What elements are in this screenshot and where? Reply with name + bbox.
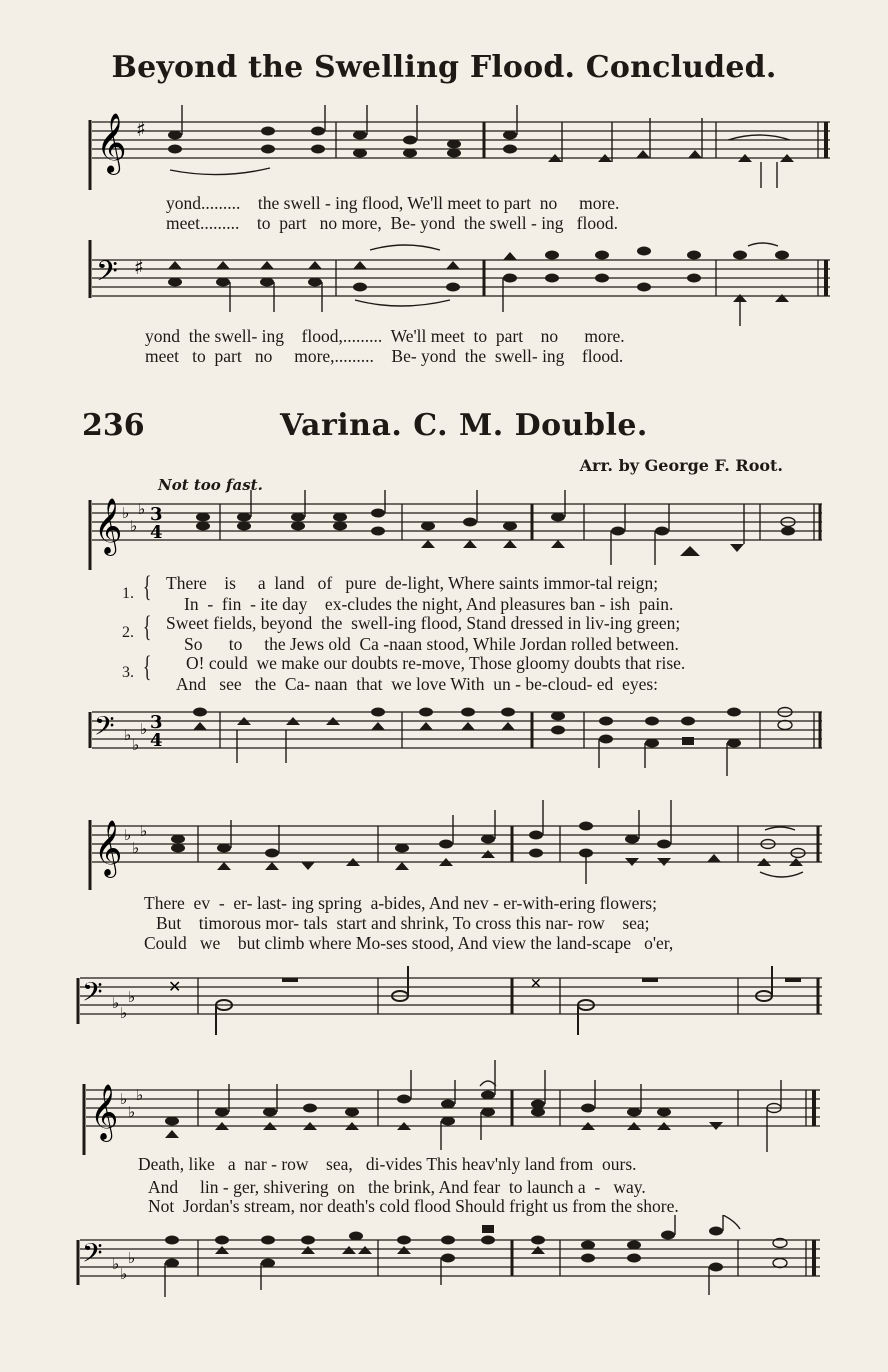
hymn-title: Varina. C. M. Double. xyxy=(280,408,648,443)
bass-staff-system-1 xyxy=(0,688,888,778)
svg-text:𝄢: 𝄢 xyxy=(82,1237,103,1275)
svg-text:𝄞: 𝄞 xyxy=(90,1084,119,1140)
svg-text:4: 4 xyxy=(150,730,163,751)
svg-text:♭: ♭ xyxy=(130,517,138,535)
verse-brace-2: { xyxy=(142,610,152,643)
verse-brace-1: { xyxy=(142,570,152,603)
svg-text:♭: ♭ xyxy=(140,720,148,738)
svg-text:♭: ♭ xyxy=(120,1090,128,1108)
system-2-line-3: Could we but climb where Mo-ses stood, And view the land-scape o'er, xyxy=(144,933,674,953)
bass-staff-previous xyxy=(0,240,888,330)
verse-1-line-2: In - fin - ite day ex-cludes the night, And pleasures ban - ish pain. xyxy=(184,594,674,614)
previous-bass-lyric-2: meet to part no more,......... Be- yond the swell- ing flood. xyxy=(145,346,624,366)
svg-text:3: 3 xyxy=(150,712,163,733)
svg-text:♭: ♭ xyxy=(140,822,148,840)
svg-text:𝄞: 𝄞 xyxy=(94,498,123,554)
verse-number-3: 3. xyxy=(122,664,134,681)
treble-staff-system-1 xyxy=(0,490,888,570)
verse-number-2: 2. xyxy=(122,624,134,641)
verse-number-1: 1. xyxy=(122,585,134,602)
previous-bass-lyric-1: yond the swell- ing flood,......... We'll meet to part no more. xyxy=(145,326,625,346)
previous-treble-lyric-1: yond......... the swell - ing flood, We'll meet to part no more. xyxy=(166,193,620,213)
verse-1-line-1: There is a land of pure de-light, Where saints immor-tal reign; xyxy=(166,573,659,593)
verse-2-line-1: Sweet fields, beyond the swell-ing flood, Stand dressed in liv-ing green; xyxy=(166,613,681,633)
svg-text:♭: ♭ xyxy=(112,994,120,1012)
svg-text:♭: ♭ xyxy=(120,1004,128,1022)
system-3-line-1: Death, like a nar - row sea, di-vides This heav'nly land from ours. xyxy=(138,1154,637,1174)
svg-text:♭: ♭ xyxy=(136,1086,144,1104)
system-3-line-2: And lin - ger, shivering on the brink, And fear to launch a - way. xyxy=(148,1177,646,1197)
svg-text:♯: ♯ xyxy=(134,255,144,279)
svg-text:♭: ♭ xyxy=(128,1103,136,1121)
hymn-number: 236 xyxy=(82,408,145,443)
verse-brace-3: { xyxy=(142,650,152,683)
svg-text:♭: ♭ xyxy=(124,726,132,744)
svg-text:♭: ♭ xyxy=(138,500,146,518)
svg-text:𝄢: 𝄢 xyxy=(94,710,115,748)
svg-text:𝄞: 𝄞 xyxy=(94,820,123,876)
svg-text:♭: ♭ xyxy=(120,1265,128,1283)
svg-text:♭: ♭ xyxy=(132,736,140,754)
svg-text:𝄞: 𝄞 xyxy=(96,113,127,173)
arranger-credit: Arr. by George F. Root. xyxy=(579,456,783,475)
verse-3-line-1: O! could we make our doubts re-move, Those gloomy doubts that rise. xyxy=(186,653,686,673)
system-2-line-1: There ev - er- last- ing spring a-bides, And nev - er-with-ering flowers; xyxy=(144,893,657,913)
svg-text:♭: ♭ xyxy=(122,504,130,522)
svg-text:3: 3 xyxy=(150,504,163,525)
svg-text:♭: ♭ xyxy=(132,839,140,857)
svg-text:♭: ♭ xyxy=(112,1255,120,1273)
tempo-marking: Not too fast. xyxy=(158,476,263,494)
svg-text:4: 4 xyxy=(150,522,163,543)
system-2-line-2: But timorous mor- tals start and shrink, To cross this nar- row sea; xyxy=(156,913,650,933)
verse-3-line-2: And see the Ca- naan that we love With un - be-cloud- ed eyes: xyxy=(176,674,659,694)
svg-text:♭: ♭ xyxy=(128,988,136,1006)
page-title: Beyond the Swelling Flood. Concluded. xyxy=(111,50,777,85)
treble-staff-system-3 xyxy=(0,1060,888,1155)
svg-text:𝄢: 𝄢 xyxy=(96,255,118,295)
svg-text:𝄢: 𝄢 xyxy=(82,976,103,1014)
svg-text:♯: ♯ xyxy=(136,117,146,141)
svg-text:✕: ✕ xyxy=(530,976,542,992)
bass-staff-system-2 xyxy=(0,960,888,1040)
bass-staff-system-3 xyxy=(0,1215,888,1305)
system-3-line-3: Not Jordan's stream, nor death's cold flood Should fright us from the shore. xyxy=(148,1196,679,1216)
svg-text:♭: ♭ xyxy=(124,826,132,844)
previous-treble-lyric-2: meet......... to part no more, Be- yond the swell - ing flood. xyxy=(166,213,619,233)
svg-text:✕: ✕ xyxy=(168,977,182,996)
svg-text:♭: ♭ xyxy=(128,1249,136,1267)
treble-staff-previous xyxy=(0,100,888,190)
treble-staff-system-2 xyxy=(0,800,888,890)
verse-2-line-2: So to the Jews old Ca -naan stood, While Jordan rolled between. xyxy=(184,634,679,654)
